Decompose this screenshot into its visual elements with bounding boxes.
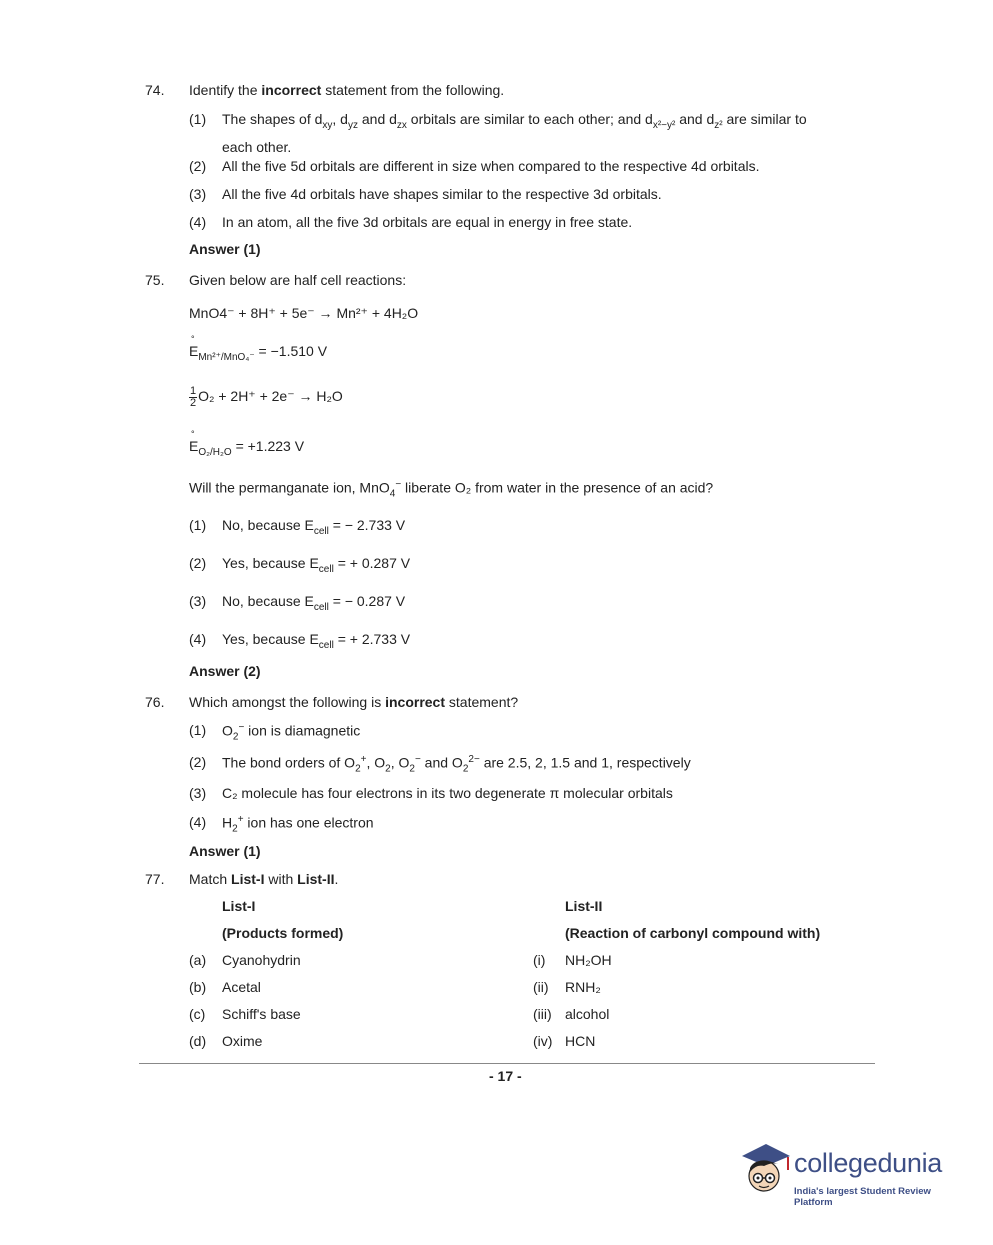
match-row-a-right: NH₂OH (565, 952, 612, 968)
match-row-d-roman: (iv) (533, 1033, 553, 1049)
match-row-b-label: (b) (189, 979, 207, 995)
q75-answer: Answer (2) (189, 663, 261, 679)
match-row-c-roman: (iii) (533, 1006, 552, 1022)
list2-title: List-II (565, 898, 603, 914)
q75-equation-2: $\frac{1}{2}$ O₂ + 2H⁺ + 2e⁻ → H₂O (190, 385, 343, 409)
match-row-d-left: Oxime (222, 1033, 263, 1049)
q75-opt2-text: Yes, because $E_{cell}$ = + 0.287 V (222, 555, 411, 575)
q75-number: 75. (145, 272, 165, 288)
match-row-b-right: RNH₂ (565, 979, 601, 995)
q74-answer: Answer (1) (189, 241, 261, 257)
match-row-b-left: Acetal (222, 979, 261, 995)
collegedunia-logo[interactable] (734, 1138, 964, 1208)
q74-opt1-cont: each other. (222, 139, 292, 155)
match-row-a-left: Cyanohydrin (222, 952, 301, 968)
q76-opt1-text: $O_2^-$ ion is diamagnetic (222, 722, 361, 743)
q75-opt4-text: Yes, because $E_{cell}$ = + 2.733 V (222, 631, 411, 651)
q74-opt2-text: All the five 5d orbitals are different in size when compared to the respective 4d orbitals. (222, 158, 760, 174)
list1-title: List-I (222, 898, 256, 914)
list2-subtitle: (Reaction of carbonyl compound with) (565, 925, 821, 941)
q75-opt4-num: (4) (189, 631, 207, 647)
q74-opt3-num: (3) (189, 186, 207, 202)
q75-potential-2: ° $E_{O_2/H_2O} = +1.223$ V (189, 438, 304, 458)
match-row-b-roman: (ii) (533, 979, 549, 995)
q77-number: 77. (145, 871, 165, 887)
match-row-c-left: Schiff's base (222, 1006, 301, 1022)
q76-opt2-text: The bond orders of $O_2^+$, $O_2$, $O_2^-$ and $O_2^{2-}$ are 2.5, 2, 1.5 and 1, respectively (222, 754, 691, 775)
match-row-c-label: (c) (189, 1006, 206, 1022)
q75-opt3-text: No, because $E_{cell}$ = − 0.287 V (222, 593, 406, 613)
q75-subquestion: Will the permanganate ion, MnO$_4$− liberate O₂ from water in the presence of an acid? (189, 479, 714, 500)
q76-opt4-num: (4) (189, 814, 207, 830)
q77-question: Match List-I with List-II. (189, 871, 339, 887)
q76-opt3-text: C₂ molecule has four electrons in its two degenerate π molecular orbitals (222, 785, 673, 801)
q74-opt3-text: All the five 4d orbitals have shapes similar to the respective 3d orbitals. (222, 186, 662, 202)
q74-number: 74. (145, 82, 165, 98)
q76-number: 76. (145, 694, 165, 710)
match-row-c-right: alcohol (565, 1006, 610, 1022)
match-row-d-right: HCN (565, 1033, 596, 1049)
q76-question: Which amongst the following is incorrect statement? (189, 694, 519, 710)
q74-opt4-num: (4) (189, 214, 207, 230)
logo-wordmark: collegedunia (794, 1148, 943, 1178)
q76-answer: Answer (1) (189, 843, 261, 859)
q76-opt3-num: (3) (189, 785, 207, 801)
q74-opt1-num: (1) (189, 111, 207, 127)
q75-opt1-text: No, because $E_{cell}$ = − 2.733 V (222, 517, 406, 537)
match-row-a-label: (a) (189, 952, 207, 968)
q75-potential-1: ° $E_{Mn^{2+}/MnO_4^-} = -1.510$ V (189, 343, 327, 363)
half-fraction: $\frac{1}{2}$ (190, 385, 197, 409)
mascot-icon (734, 1138, 794, 1208)
q74-question: Identify the incorrect statement from the following. (189, 82, 505, 98)
logo-tagline: India's largest Student Review Platform (794, 1186, 931, 1208)
q76-opt4-text: $H_2^+$ ion has one electron (222, 814, 374, 835)
page-number: - 17 - (489, 1068, 522, 1084)
q75-question: Given below are half cell reactions: (189, 272, 407, 288)
list1-subtitle: (Products formed) (222, 925, 344, 941)
q76-opt2-num: (2) (189, 754, 207, 770)
q75-opt1-num: (1) (189, 517, 207, 533)
q75-opt3-num: (3) (189, 593, 207, 609)
q74-opt1-text: The shapes of $d_{xy}$, $d_{yz}$ and $d_{zx}$ orbitals are similar to each other; and $d_{x^2-y^2}$ and $d_{z^2}$ are similar to (222, 111, 807, 131)
q75-equation-1: MnO4⁻ + 8H⁺ + 5e⁻ → Mn²⁺ + 4H₂O (189, 305, 419, 321)
q75-opt2-num: (2) (189, 555, 207, 571)
match-row-d-label: (d) (189, 1033, 207, 1049)
footer-divider (139, 1063, 875, 1064)
q76-opt1-num: (1) (189, 722, 207, 738)
q74-opt2-num: (2) (189, 158, 207, 174)
q74-opt4-text: In an atom, all the five 3d orbitals are equal in energy in free state. (222, 214, 633, 230)
match-row-a-roman: (i) (533, 952, 546, 968)
